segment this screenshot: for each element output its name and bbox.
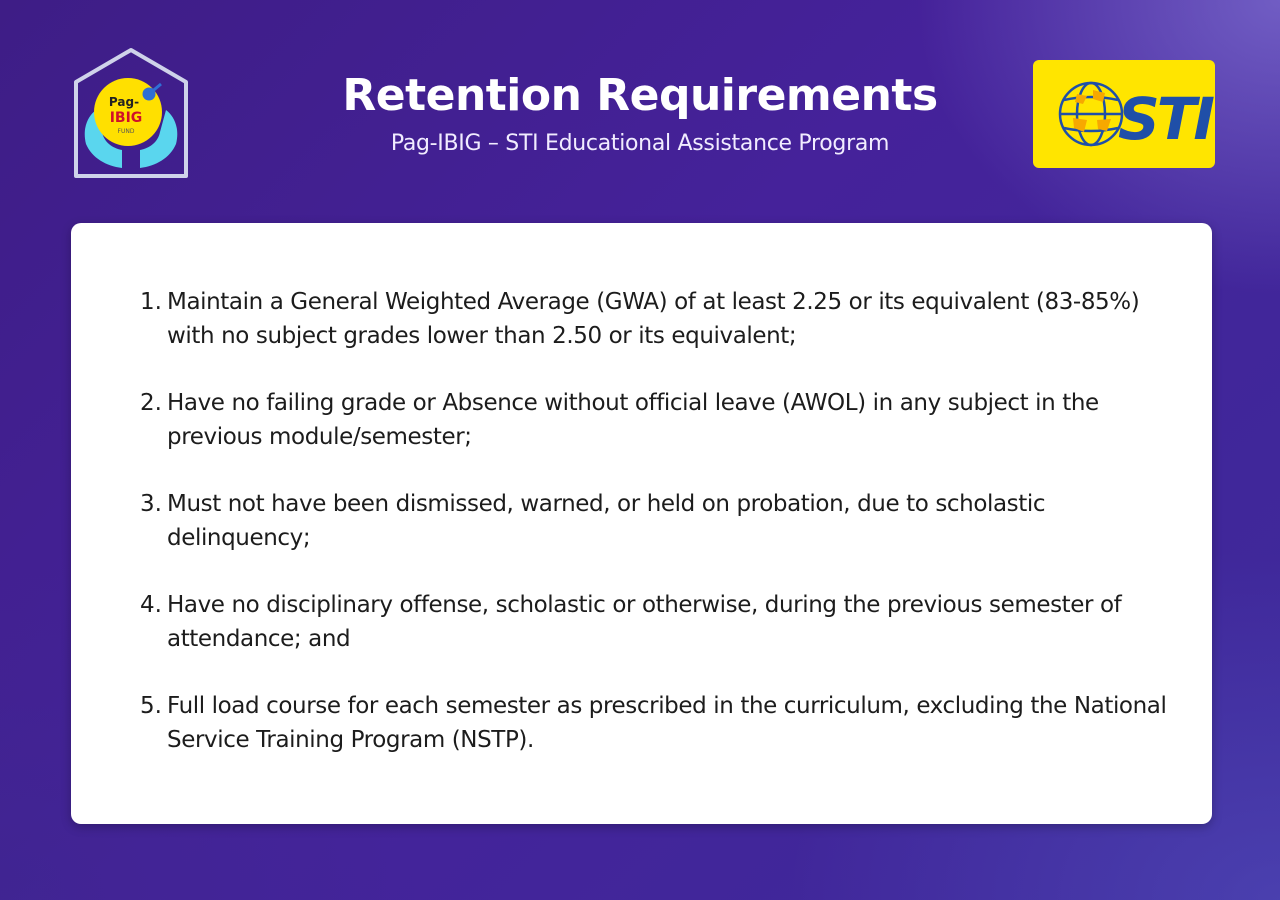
requirement-number: 3. <box>140 491 162 517</box>
sti-logo <box>1033 60 1215 168</box>
requirement-item-2 <box>71 386 1212 487</box>
requirements-card <box>71 223 1212 824</box>
pagibig-logo-line2: IBIG <box>109 110 143 126</box>
requirements-list <box>71 285 1212 790</box>
requirement-number: 2. <box>140 390 162 416</box>
requirement-number: 5. <box>140 693 162 719</box>
sti-logo-text: STI <box>1118 85 1212 153</box>
page-subtitle: Pag-IBIG – STI Educational Assistance Program <box>390 131 890 156</box>
requirement-item-1 <box>71 285 1212 386</box>
requirement-number: 4. <box>140 592 162 618</box>
page-title: Retention Requirements <box>342 70 938 121</box>
requirement-text: Must not have been dismissed, warned, or held on probation, due to scholastic delinquency; <box>167 491 1046 551</box>
pagibig-logo <box>66 44 196 184</box>
requirement-text: Have no disciplinary offense, scholastic or otherwise, during the previous semester of attendance; and <box>167 592 1122 652</box>
requirement-number: 1. <box>140 289 162 315</box>
pagibig-logo-line3: FUND <box>117 128 135 135</box>
requirement-item-4 <box>71 588 1212 689</box>
pagibig-logo-line1: Pag- <box>108 95 140 109</box>
requirement-text: Have no failing grade or Absence without official leave (AWOL) in any subject in the previous module/semester; <box>167 390 1099 450</box>
requirement-item-5 <box>71 689 1212 790</box>
pagibig-house-icon <box>66 44 196 184</box>
requirement-item-3 <box>71 487 1212 588</box>
page-header <box>240 68 1040 158</box>
requirement-text: Maintain a General Weighted Average (GWA) of at least 2.25 or its equivalent (83-85%) with no subject grades lower than 2.50 or its equivalent; <box>167 289 1140 349</box>
sti-globe-icon <box>1033 60 1215 168</box>
requirement-text: Full load course for each semester as prescribed in the curriculum, excluding the National Service Training Program (NSTP). <box>167 693 1167 753</box>
